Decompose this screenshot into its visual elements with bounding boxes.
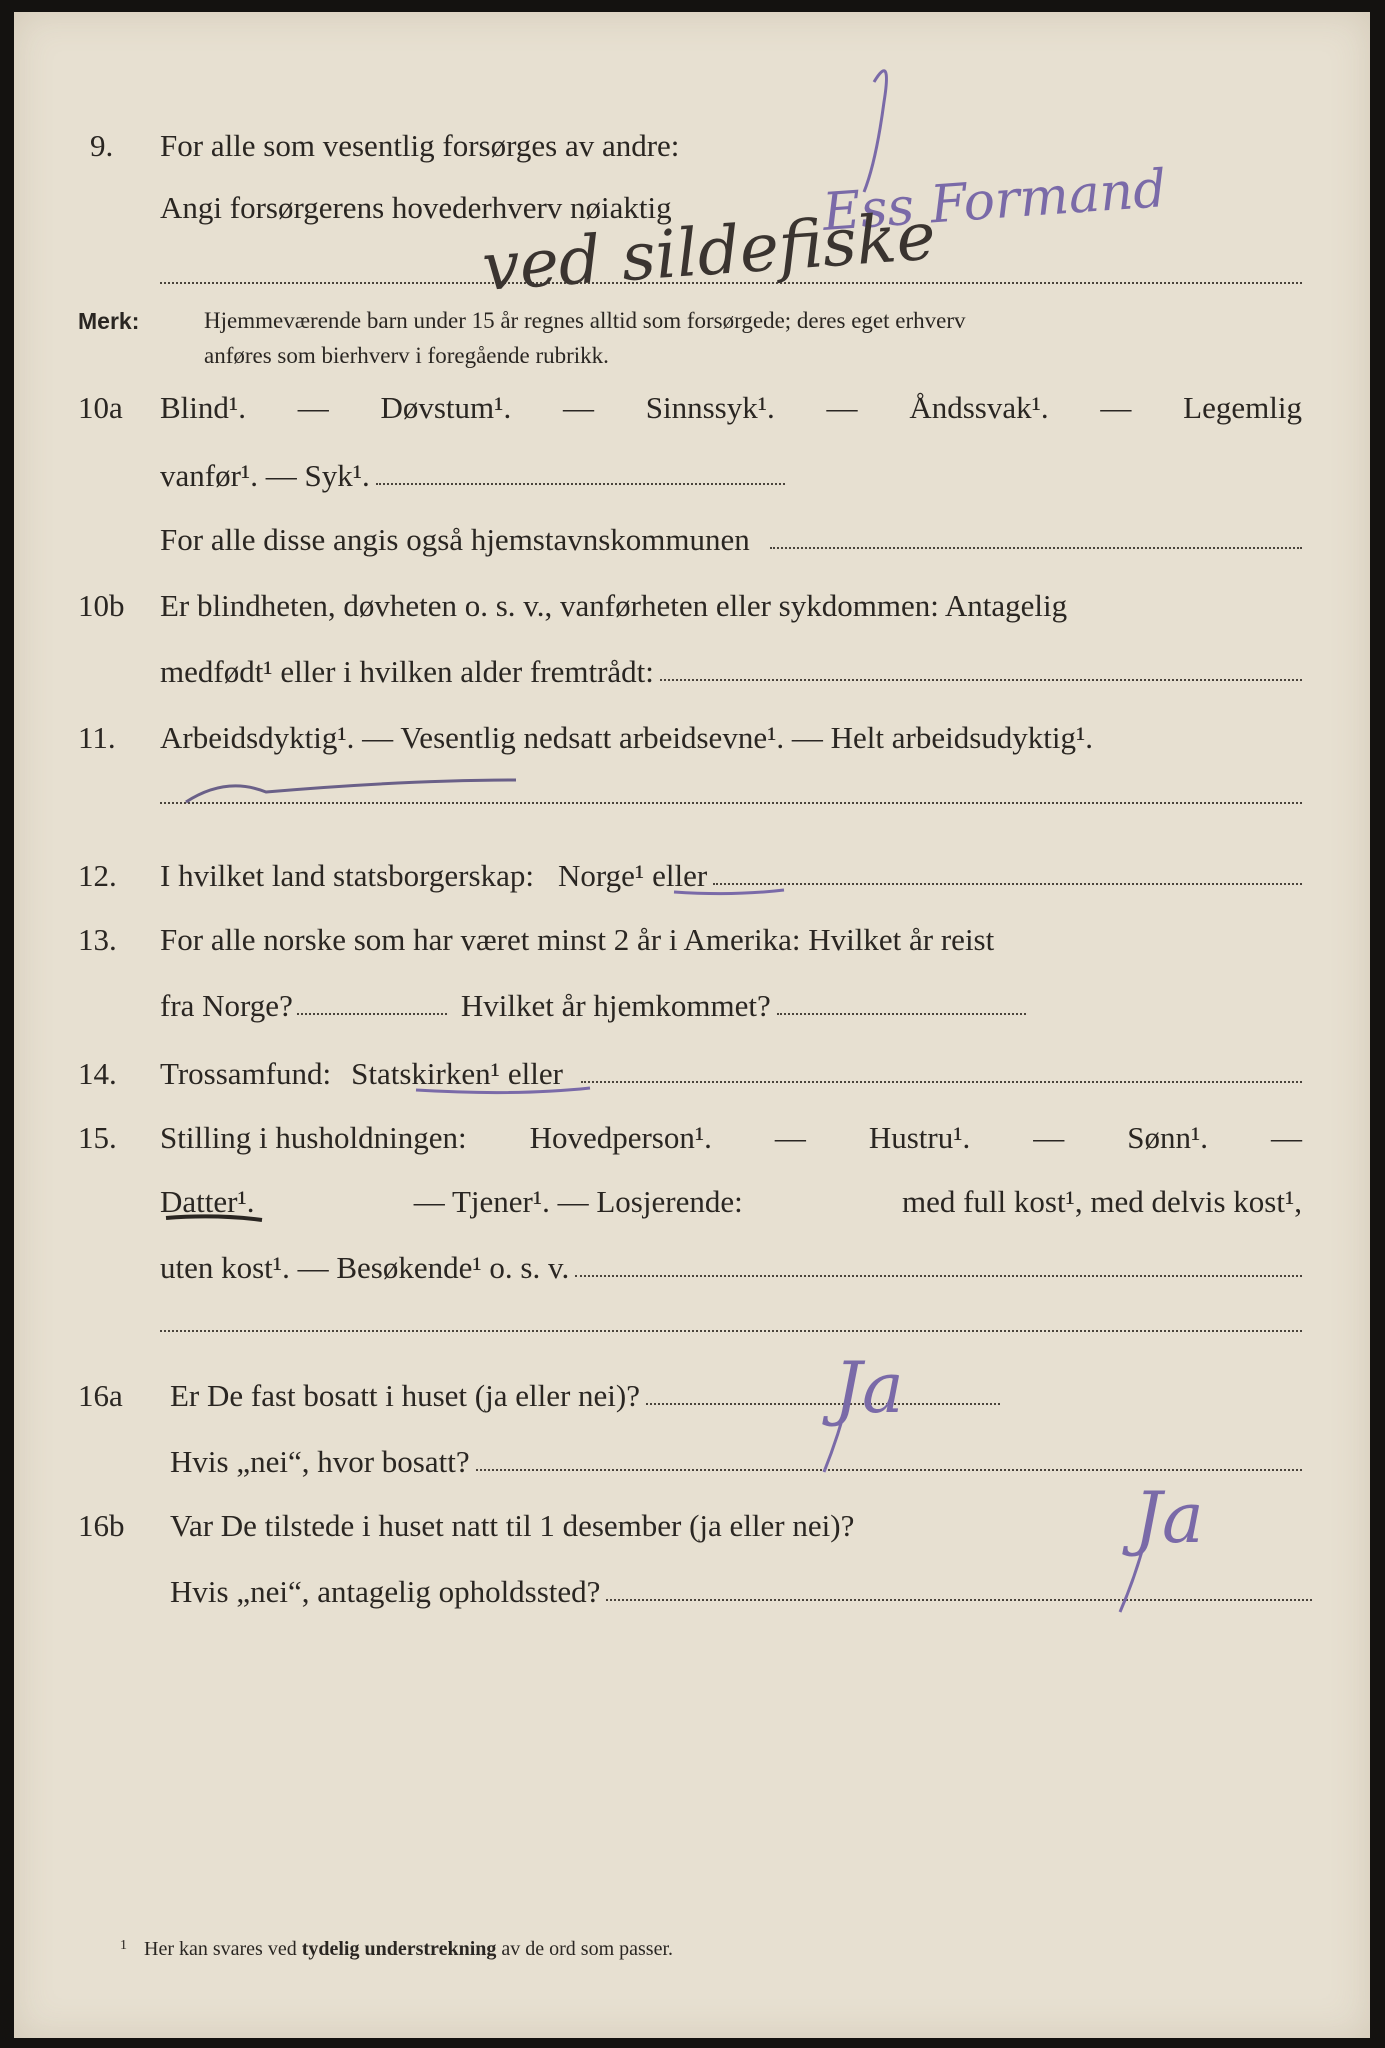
q9-line2 [160,190,672,225]
q15-dash2: — [1033,1120,1065,1155]
q14-prefix: Trossamfund: [160,1056,332,1091]
q13-number: 13. [78,922,117,957]
q10a-dovstum[interactable]: Døvstum¹. [380,390,512,425]
q10b-line2 [160,656,1302,687]
q16a-line2 [170,1446,1302,1477]
q16a-handwritten-answer: Ja [834,1347,904,1429]
q9-handwritten-answer-1: Ess Formand [820,159,1169,243]
q10a-dash1: — [297,390,329,425]
q13-year-left-fill[interactable] [297,1013,447,1015]
footnote [120,1938,673,1961]
q16b-line2 [170,1576,1312,1607]
q15-answer-line[interactable] [160,1330,1302,1332]
q10a-line3 [160,524,1302,555]
q10a-line3-text: For alle disse angis også hjemstavnskommunen [160,522,750,557]
footnote-text-c: av de ord som passer. [501,1938,674,1960]
merk-text [204,304,966,373]
q15-kost-options[interactable]: med full kost¹, med delvis kost¹, [901,1184,1302,1219]
q16a-number: 16a [78,1378,123,1413]
q16a-line1 [170,1380,1000,1411]
q15-line2 [160,1186,1302,1217]
q14-fill[interactable] [581,1081,1302,1083]
q13-line1: For alle norske som har været minst 2 år i Amerika: Hvilket år reist [160,922,995,957]
q14-suffix: eller [507,1056,563,1091]
q15-hustru[interactable]: Hustru¹. [868,1120,971,1155]
q15-line3 [160,1252,1302,1283]
q16b-line1-text: Var De tilstede i huset natt til 1 desember (ja eller nei)? [170,1508,855,1543]
q16b-line2-text: Hvis „nei“, antagelig opholdssted? [170,1574,601,1609]
q9-answer-line[interactable] [160,282,1302,284]
census-form-page [14,12,1370,2038]
q10a-dash4: — [1100,390,1132,425]
q10a-line2 [160,460,785,491]
q10b-line1: Er blindheten, døvheten o. s. v., vanførheten eller sykdommen: Antagelig [160,588,1068,623]
merk-label: Merk: [78,308,140,334]
footnote-text-a: Her kan svares ved [144,1938,297,1960]
q10b-line2-fill[interactable] [660,679,1302,681]
q13-line2 [160,990,1026,1021]
q13-line2a: fra Norge? [160,988,293,1023]
q16b-handwritten-answer: Ja [1134,1477,1204,1559]
q10a-legemlig[interactable]: Legemlig [1183,390,1302,425]
q14-number: 14. [78,1056,117,1091]
q11-number: 11. [78,720,116,755]
q10a-dash3: — [826,390,858,425]
q11-pencil-mark-icon [186,780,516,802]
q15-dash1: — [774,1120,806,1155]
q16a-line1-text: Er De fast bosatt i huset (ja eller nei)? [170,1378,640,1413]
q12-option-norge[interactable]: Norge¹ [557,858,645,893]
q15-stilling-label: Stilling i husholdningen: [160,1120,467,1155]
q15-number: 15. [78,1120,117,1155]
q15-datter[interactable]: Datter¹. [160,1184,255,1219]
q15-line3-text[interactable]: uten kost¹. — Besøkende¹ o. s. v. [160,1250,570,1285]
q13-line2b: Hvilket år hjemkommet? [460,988,771,1023]
q15-tjener-losjerende[interactable]: — Tjener¹. — Losjerende: [413,1184,743,1219]
q16b-line2-fill[interactable] [606,1599,1312,1601]
q10a-line3-fill[interactable] [770,547,1302,549]
q11-answer-line[interactable] [160,802,1302,804]
q13-year-returned-fill[interactable] [777,1013,1026,1015]
q10a-sinnssyk[interactable]: Sinnssyk¹. [645,390,775,425]
q16a-line1-fill[interactable] [646,1403,1000,1405]
q10a-line2-text[interactable]: vanfør¹. — Syk¹. [160,458,370,493]
merk-line2: anføres som bierhverv i foregående rubrikk. [204,342,609,368]
q10a-dash2: — [562,390,594,425]
q14-line [160,1058,1302,1089]
q10b-line2-text: medfødt¹ eller i hvilken alder fremtrådt: [160,654,654,689]
q10b-number: 10b [78,588,125,623]
footnote-text-b: tydelig understrekning [301,1938,497,1960]
q9-line1: For alle som vesentlig forsørges av andre: [160,128,680,163]
q10a-andssvak[interactable]: Åndssvak¹. [909,390,1049,425]
q15-hovedperson[interactable]: Hovedperson¹. [529,1120,712,1155]
q9-line2-text: Angi forsørgerens hovederhverv nøiaktig [160,190,672,225]
q15-line1 [160,1122,1302,1153]
q12-suffix: eller [652,858,708,893]
merk-line1: Hjemmeværende barn under 15 år regnes alltid som forsørgede; deres eget erhverv [204,308,966,333]
q12-fill[interactable] [713,883,1302,885]
q15-fill[interactable] [575,1275,1302,1277]
q10a-line1 [160,392,1302,423]
q16a-line2-text: Hvis „nei“, hvor bosatt? [170,1444,470,1479]
q9-pencil-stroke-icon [864,71,886,192]
q16b-line1 [170,1510,854,1541]
q9-handwritten-answer-2: ved sildefiske [479,197,938,306]
q12-prefix: I hvilket land statsborgerskap: [160,858,534,893]
q12-number: 12. [78,858,117,893]
q14-option-statskirken[interactable]: Statskirken¹ [351,1056,500,1091]
footnote-mark: 1 [120,1938,127,1953]
q9-number: 9. [90,128,114,163]
q10a-number: 10a [78,390,123,425]
q12-line [160,860,1302,891]
q15-sonn[interactable]: Sønn¹. [1127,1120,1209,1155]
q16b-number: 16b [78,1508,125,1543]
q15-dash3: — [1270,1120,1302,1155]
q16a-line2-fill[interactable] [476,1469,1302,1471]
q10a-line2-fill[interactable] [376,483,785,485]
q10a-blind[interactable]: Blind¹. [160,390,246,425]
q11-line1[interactable]: Arbeidsdyktig¹. — Vesentlig nedsatt arbeidsevne¹. — Helt arbeidsudyktig¹. [160,720,1094,755]
